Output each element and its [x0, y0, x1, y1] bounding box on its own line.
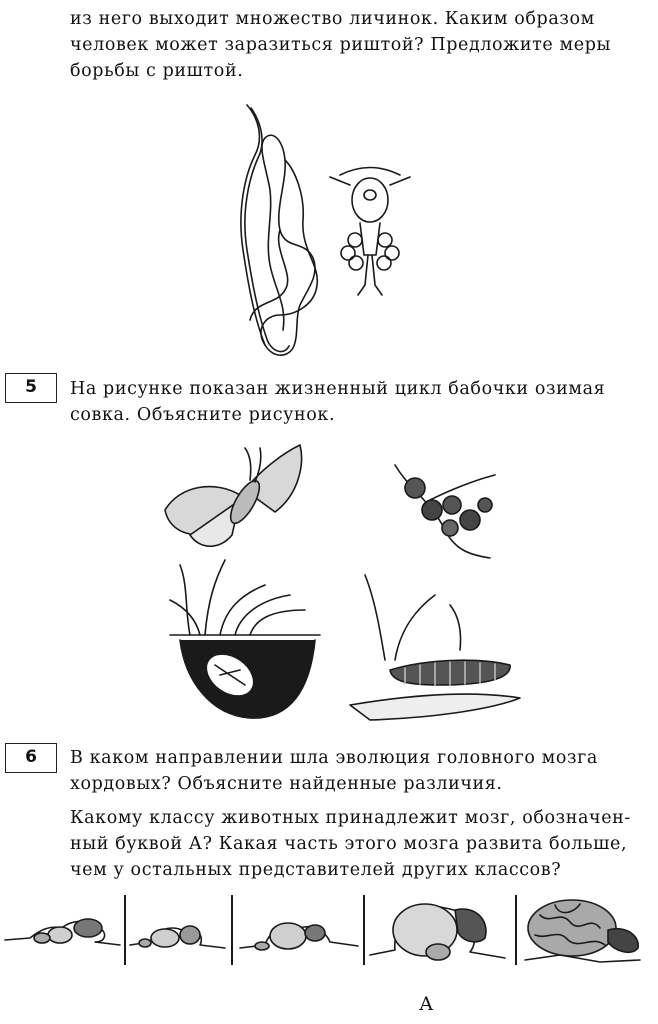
eggs-on-plant-drawing: [395, 465, 495, 558]
intro-paragraph: [70, 6, 645, 84]
intro-line: из него выходит множество личинок. Каким образом: [70, 9, 595, 29]
task6-question1: [70, 745, 645, 797]
task6-q2-line: чем у остальных представителей других классов?: [70, 860, 562, 880]
moth-drawing: [165, 445, 302, 546]
task-number-6: 6: [5, 743, 57, 773]
figure-label-a: А: [419, 993, 434, 1015]
intro-line: человек может заразиться риштой? Предложите меры: [70, 35, 612, 55]
amphibian-brain: [130, 926, 225, 948]
cyclops-drawing: [330, 168, 410, 296]
guinea-worm-illustration: [225, 100, 445, 365]
reptile-brain: [240, 923, 358, 950]
caterpillar-drawing: [350, 575, 520, 720]
task6-q1-line: В каком направлении шла эволюция головного мозга: [70, 748, 598, 768]
task-number-5: 5: [5, 373, 57, 403]
mammal-brain: [525, 900, 640, 962]
task5-line: совка. Объясните рисунок.: [70, 405, 336, 425]
task5-text: [70, 376, 645, 428]
task6-q1-line: хордовых? Объясните найденные различия.: [70, 774, 503, 794]
guinea-worm-drawing: [241, 105, 317, 355]
bird-brain: [370, 904, 505, 960]
task6-q2-line: Какому классу животных принадлежит мозг, обозначен-: [70, 808, 631, 828]
intro-line: борьбы с риштой.: [70, 61, 244, 81]
brains-evolution-illustration: [0, 890, 658, 990]
task6-question2: [70, 805, 645, 883]
moth-life-cycle-illustration: [160, 440, 520, 720]
task5-line: На рисунке показан жизненный цикл бабочки озимая: [70, 379, 606, 399]
grass-and-pupa-drawing: [170, 560, 320, 718]
fish-brain: [5, 919, 120, 945]
task6-q2-line: ный буквой А? Какая часть этого мозга развита больше,: [70, 834, 628, 854]
